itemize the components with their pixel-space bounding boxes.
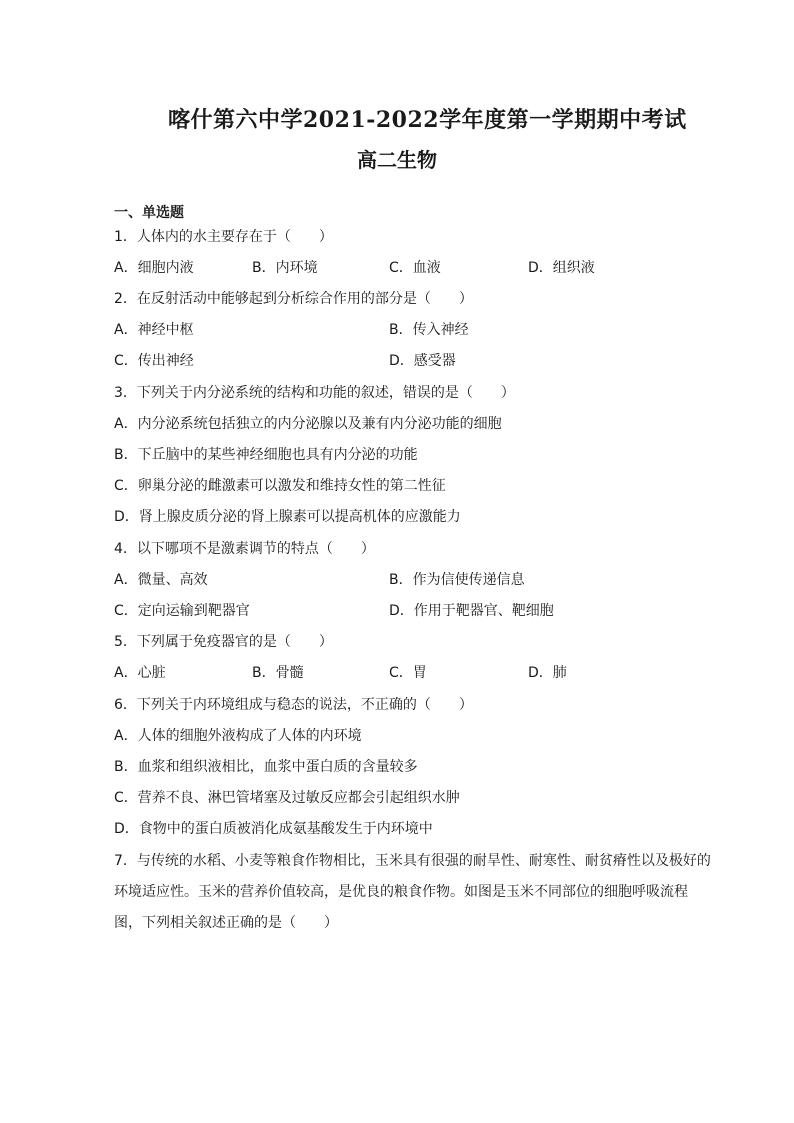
question-2-option-d: D．感受器 (389, 353, 456, 369)
question-4-option-c: C．定向运输到靶器官 (114, 603, 250, 619)
question-3-option-a: A．内分泌系统包括独立的内分泌腺以及兼有内分泌功能的细胞 (114, 416, 502, 432)
question-4-option-a: A．微量、高效 (114, 572, 208, 588)
question-4-stem: 4．以下哪项不是激素调节的特点（ ） (114, 541, 375, 557)
question-2-option-a: A．神经中枢 (114, 322, 194, 338)
question-3-option-b: B．下丘脑中的某些神经细胞也具有内分泌的功能 (114, 447, 418, 463)
question-3-stem: 3．下列关于内分泌系统的结构和功能的叙述，错误的是（ ） (114, 385, 515, 401)
section-heading: 一、单选题 (114, 205, 184, 221)
question-6-option-d: D．食物中的蛋白质被消化成氨基酸发生于内环境中 (114, 821, 433, 837)
question-2-option-b: B．传入神经 (389, 322, 469, 338)
question-6-stem: 6．下列关于内环境组成与稳态的说法，不正确的（ ） (114, 697, 473, 713)
question-5-stem: 5．下列属于免疫器官的是（ ） (114, 634, 333, 650)
question-7-stem: 7．与传统的水稻、小麦等粮食作物相比，玉米具有很强的耐旱性、耐寒性、耐贫瘠性以及极好的环境适应性。玉米的营养价值较高，是优良的粮食作物。如图是玉米不同部位的细胞呼吸流程图，下列相关叙述正确的是（ ） (114, 853, 711, 931)
question-1-option-c: C．血液 (389, 260, 441, 276)
question-1-option-a: A．细胞内液 (114, 260, 194, 276)
question-2-stem: 2．在反射活动中能够起到分析综合作用的部分是（ ） (114, 291, 473, 307)
exam-subject: 高二生物 (357, 148, 437, 172)
question-6-option-a: A．人体的细胞外液构成了人体的内环境 (114, 728, 362, 744)
question-5-option-d: D．肺 (528, 665, 567, 681)
question-4-option-b: B．作为信使传递信息 (389, 572, 525, 588)
question-6-option-c: C．营养不良、淋巴管堵塞及过敏反应都会引起组织水肿 (114, 790, 460, 806)
question-1-option-b: B．内环境 (252, 260, 318, 276)
question-6-option-b: B．血浆和组织液相比，血浆中蛋白质的含量较多 (114, 759, 418, 775)
question-5-option-b: B．骨髓 (252, 665, 304, 681)
question-5-option-a: A．心脏 (114, 665, 166, 681)
question-1-stem: 1．人体内的水主要存在于（ ） (114, 229, 333, 245)
exam-title: 喀什第六中学2021-2022学年度第一学期期中考试 (168, 107, 687, 133)
question-3-option-d: D．肾上腺皮质分泌的肾上腺素可以提高机体的应激能力 (114, 509, 461, 525)
question-5-option-c: C．胃 (389, 665, 427, 681)
question-1-option-d: D．组织液 (528, 260, 595, 276)
question-3-option-c: C．卵巢分泌的雌激素可以激发和维持女性的第二性征 (114, 478, 446, 494)
question-2-option-c: C．传出神经 (114, 353, 194, 369)
question-4-option-d: D．作用于靶器官、靶细胞 (389, 603, 554, 619)
